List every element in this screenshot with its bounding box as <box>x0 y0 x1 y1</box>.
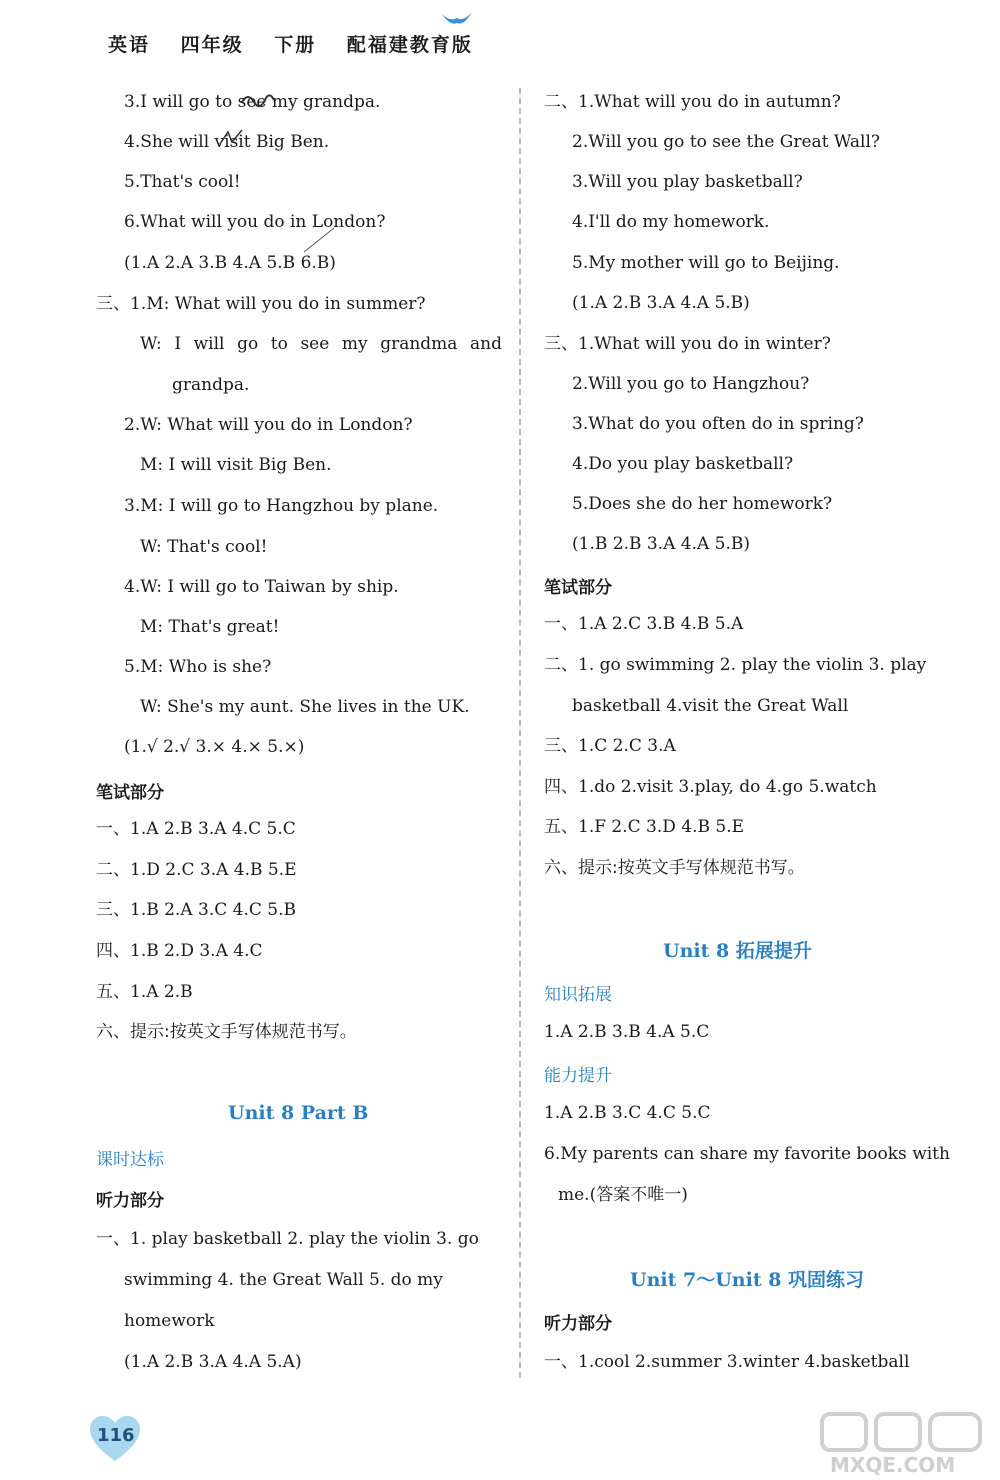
svg-text:MXQE.COM: MXQE.COM <box>830 1453 956 1476</box>
answer-line: 二、1.What will you do in autumn? <box>544 92 841 112</box>
answer-line: 四、1.do 2.visit 3.play, do 4.go 5.watch <box>544 777 877 797</box>
section-heading: 听力部分 <box>96 1191 164 1211</box>
section-line <box>96 292 426 316</box>
answer-key: (1.A 2.B 3.A 4.A 5.A) <box>124 1352 302 1372</box>
answer-line: 5.My mother will go to Beijing. <box>572 253 840 273</box>
answer-line: 三、1.B 2.A 3.C 4.C 5.B <box>96 900 296 920</box>
subsection-heading: 课时达标 <box>96 1150 164 1170</box>
answer-line: me.(答案不唯一) <box>558 1185 688 1205</box>
answer-line: 6.What will you do in London? <box>124 212 386 232</box>
dialog-line: W: I will go to see my grandma and <box>140 334 502 354</box>
subsection-heading: 能力提升 <box>544 1066 612 1086</box>
answer-line: 1.A 2.B 3.C 4.C 5.C <box>544 1103 711 1123</box>
unit-title: Unit 7～Unit 8 巩固练习 <box>630 1269 865 1291</box>
subsection-heading: 知识拓展 <box>544 985 612 1005</box>
dialog-line: grandpa. <box>172 375 250 395</box>
answer-key: (1.A 2.A 3.B 4.A 5.B 6.B) <box>124 253 336 273</box>
answer-line: 四、1.B 2.D 3.A 4.C <box>96 941 263 961</box>
answer-line: 一、1.cool 2.summer 3.winter 4.basketball <box>544 1352 910 1372</box>
section-number: 三、 <box>96 294 130 314</box>
answer-line: 一、1. play basketball 2. play the violin 3. go <box>96 1229 479 1249</box>
section-heading: 听力部分 <box>544 1314 612 1334</box>
answer-line: basketball 4.visit the Great Wall <box>572 696 849 716</box>
dialog-line: 3.M: I will go to Hangzhou by plane. <box>124 496 439 516</box>
answer-key: (1.√ 2.√ 3.× 4.× 5.×) <box>124 737 305 757</box>
dialog-line: 5.M: Who is she? <box>124 657 272 677</box>
answer-line: homework <box>124 1311 215 1331</box>
dialog-line: M: I will visit Big Ben. <box>140 455 332 475</box>
dialog-line: 1.M: What will you do in summer? <box>130 294 426 314</box>
answer-line: 五、1.F 2.C 3.D 4.B 5.E <box>544 817 745 837</box>
scribble-mark-icon <box>240 88 276 110</box>
dialog-line: 4.W: I will go to Taiwan by ship. <box>124 577 399 597</box>
answer-line: 3.What do you often do in spring? <box>572 414 864 434</box>
answer-line: 6.My parents can share my favorite books with <box>544 1144 950 1164</box>
answer-key: (1.B 2.B 3.A 4.A 5.B) <box>572 534 751 554</box>
unit-title: Unit 8 拓展提升 <box>663 940 812 962</box>
scribble-mark-icon <box>218 128 246 148</box>
answer-line: 3.Will you play basketball? <box>572 172 803 192</box>
unit-title: Unit 8 Part B <box>228 1102 369 1124</box>
answer-line: 4.Do you play basketball? <box>572 454 794 474</box>
dialog-line: W: That's cool! <box>140 537 268 557</box>
answer-line: 5.That's cool! <box>124 172 241 192</box>
header-volume: 下册 <box>274 34 317 56</box>
answer-line: 五、1.A 2.B <box>96 982 193 1002</box>
header-grade: 四年级 <box>180 34 244 56</box>
answer-line: 一、1.A 2.B 3.A 4.C 5.C <box>96 819 296 839</box>
header-edition: 配福建教育版 <box>346 34 473 56</box>
answer-line: 三、1.C 2.C 3.A <box>544 736 676 756</box>
answer-line: swimming 4. the Great Wall 5. do my <box>124 1270 443 1290</box>
bird-logo-icon <box>440 8 474 28</box>
answer-key: (1.A 2.B 3.A 4.A 5.B) <box>572 293 750 313</box>
answer-line: 5.Does she do her homework? <box>572 494 833 514</box>
answer-line: 3.I will go to see my grandpa. <box>124 92 381 112</box>
answer-line: 六、提示:按英文手写体规范书写。 <box>544 858 805 878</box>
answer-line: 六、提示:按英文手写体规范书写。 <box>96 1022 357 1042</box>
answer-line: 二、1. go swimming 2. play the violin 3. play <box>544 655 927 675</box>
answer-line: 4.She will visit Big Ben. <box>124 132 330 152</box>
section-heading: 笔试部分 <box>96 783 164 803</box>
header-subject: 英语 <box>108 34 151 56</box>
answer-line: 三、1.What will you do in winter? <box>544 334 831 354</box>
column-divider <box>519 88 521 1378</box>
answer-line: 4.I'll do my homework. <box>572 212 770 232</box>
dialog-line: M: That's great! <box>140 617 280 637</box>
answer-line: 二、1.D 2.C 3.A 4.B 5.E <box>96 860 297 880</box>
answer-line: 一、1.A 2.C 3.B 4.B 5.A <box>544 614 744 634</box>
answer-line: 1.A 2.B 3.B 4.A 5.C <box>544 1022 710 1042</box>
answer-line: 2.Will you go to Hangzhou? <box>572 374 810 394</box>
dialog-line: 2.W: What will you do in London? <box>124 415 413 435</box>
page-number: 116 <box>97 1425 135 1446</box>
pen-stroke-icon <box>302 224 338 254</box>
section-heading: 笔试部分 <box>544 578 612 598</box>
answer-line: 2.Will you go to see the Great Wall? <box>572 132 881 152</box>
watermark-logo-icon <box>818 1410 988 1476</box>
dialog-line: W: She's my aunt. She lives in the UK. <box>140 697 470 717</box>
page-header <box>108 30 495 57</box>
